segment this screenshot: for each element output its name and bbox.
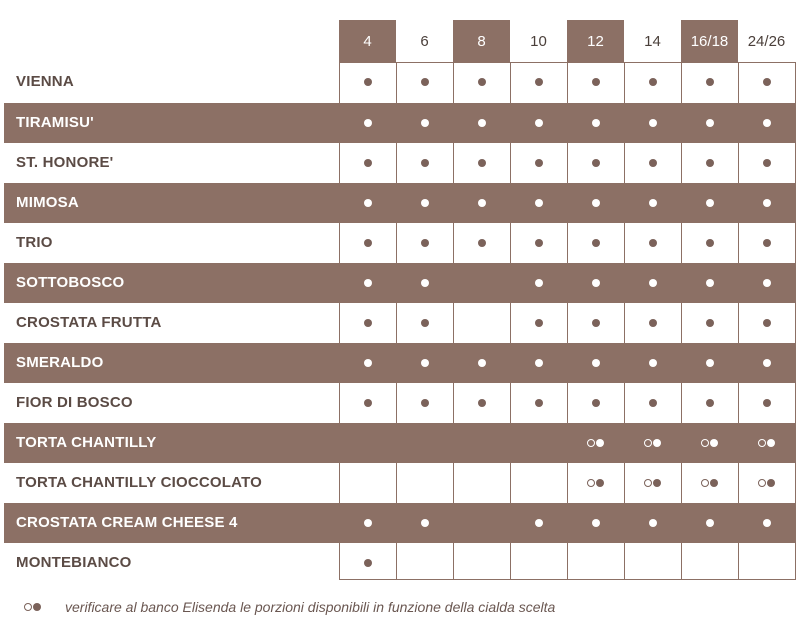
availability-cell	[510, 263, 567, 303]
available-dot-icon	[421, 119, 429, 127]
available-dot-icon	[421, 239, 429, 247]
availability-cell	[339, 503, 396, 543]
availability-cell	[567, 343, 624, 383]
available-dot-icon	[364, 359, 372, 367]
size-header-5: 14	[644, 32, 661, 50]
available-dot-icon	[763, 239, 771, 247]
grid-line	[795, 62, 796, 580]
available-dot-icon	[763, 319, 771, 327]
available-dot-icon	[535, 159, 543, 167]
available-dot-icon	[478, 399, 486, 407]
availability-cell	[624, 543, 681, 583]
availability-cell	[339, 62, 396, 102]
availability-cell	[738, 143, 795, 183]
availability-cell	[738, 343, 795, 383]
available-dot-icon	[592, 239, 600, 247]
product-row	[4, 143, 796, 183]
availability-cell	[567, 463, 624, 503]
available-dot-icon	[364, 199, 372, 207]
availability-cell	[510, 183, 567, 223]
grid-line	[453, 62, 454, 580]
filled-dot-icon	[653, 479, 661, 487]
available-dot-icon	[364, 519, 372, 527]
availability-cell	[738, 223, 795, 263]
outline-dot-icon	[758, 439, 766, 447]
available-dot-icon	[649, 119, 657, 127]
outline-dot-icon	[701, 439, 709, 447]
available-dot-icon	[592, 359, 600, 367]
available-dot-icon	[763, 399, 771, 407]
grid-line	[738, 62, 739, 580]
availability-cell	[339, 183, 396, 223]
availability-cell	[339, 303, 396, 343]
availability-cell	[681, 183, 738, 223]
outline-dot-icon	[587, 479, 595, 487]
availability-cell	[396, 383, 453, 423]
available-dot-icon	[706, 159, 714, 167]
product-row	[4, 423, 796, 463]
available-dot-icon	[364, 319, 372, 327]
availability-cell	[339, 143, 396, 183]
availability-cell	[624, 183, 681, 223]
product-name: FIOR DI BOSCO	[16, 394, 133, 411]
filled-dot-icon	[767, 439, 775, 447]
available-dot-icon	[535, 78, 543, 86]
legend-symbol	[24, 603, 41, 611]
availability-cell	[738, 383, 795, 423]
available-dot-icon	[478, 359, 486, 367]
availability-cell	[396, 503, 453, 543]
availability-cell	[453, 423, 510, 463]
available-dot-icon	[364, 279, 372, 287]
availability-cell	[567, 423, 624, 463]
available-dot-icon	[421, 359, 429, 367]
size-header-7: 24/26	[747, 32, 786, 50]
availability-cell	[738, 303, 795, 343]
available-dot-icon	[649, 279, 657, 287]
available-dot-icon	[535, 399, 543, 407]
available-dot-icon	[592, 519, 600, 527]
available-dot-icon	[478, 78, 486, 86]
size-header-1: 6	[420, 32, 429, 50]
product-name: SMERALDO	[16, 354, 104, 371]
availability-cell	[624, 463, 681, 503]
available-dot-icon	[364, 159, 372, 167]
availability-cell	[624, 303, 681, 343]
availability-cell	[567, 183, 624, 223]
product-name: MIMOSA	[16, 194, 79, 211]
availability-cell	[510, 423, 567, 463]
availability-cell	[624, 263, 681, 303]
available-dot-icon	[421, 199, 429, 207]
available-dot-icon	[649, 159, 657, 167]
available-dot-icon	[706, 399, 714, 407]
filled-dot-icon	[596, 479, 604, 487]
grid-line	[681, 62, 682, 580]
product-name: ST. HONORE'	[16, 154, 114, 171]
filled-dot-icon	[596, 439, 604, 447]
availability-cell	[396, 143, 453, 183]
available-dot-icon	[649, 199, 657, 207]
availability-cell	[396, 223, 453, 263]
product-name: TRIO	[16, 234, 53, 251]
availability-cell	[510, 143, 567, 183]
availability-cell	[510, 343, 567, 383]
available-dot-icon	[478, 199, 486, 207]
available-dot-icon	[706, 119, 714, 127]
availability-cell	[681, 103, 738, 143]
available-dot-icon	[706, 78, 714, 86]
size-header-4: 12	[567, 20, 624, 62]
size-header-2: 8	[453, 20, 510, 62]
available-dot-icon	[592, 119, 600, 127]
product-row	[4, 62, 796, 102]
filled-dot-icon	[767, 479, 775, 487]
availability-cell	[738, 543, 795, 583]
product-name: MONTEBIANCO	[16, 554, 132, 571]
available-dot-icon	[706, 279, 714, 287]
availability-cell	[681, 423, 738, 463]
outline-dot-icon	[644, 479, 652, 487]
availability-cell	[453, 383, 510, 423]
availability-cell	[453, 463, 510, 503]
availability-cell	[738, 263, 795, 303]
filled-dot-icon	[710, 439, 718, 447]
availability-cell	[396, 543, 453, 583]
availability-cell	[453, 303, 510, 343]
size-header-0: 4	[339, 20, 396, 62]
availability-cell	[339, 103, 396, 143]
product-row	[4, 223, 796, 263]
availability-cell	[339, 543, 396, 583]
availability-cell	[453, 543, 510, 583]
availability-cell	[624, 143, 681, 183]
availability-cell	[396, 103, 453, 143]
availability-cell	[567, 62, 624, 102]
available-dot-icon	[763, 159, 771, 167]
available-dot-icon	[763, 78, 771, 86]
product-row	[4, 263, 796, 303]
available-dot-icon	[364, 119, 372, 127]
availability-cell	[567, 543, 624, 583]
available-dot-icon	[478, 159, 486, 167]
availability-cell	[567, 263, 624, 303]
availability-cell	[738, 503, 795, 543]
availability-cell	[453, 183, 510, 223]
available-dot-icon	[649, 239, 657, 247]
available-dot-icon	[364, 399, 372, 407]
available-dot-icon	[421, 319, 429, 327]
availability-cell	[339, 423, 396, 463]
size-header-3: 10	[530, 32, 547, 50]
availability-cell	[510, 103, 567, 143]
outline-dot-icon	[24, 603, 32, 611]
availability-cell	[510, 503, 567, 543]
product-row	[4, 303, 796, 343]
availability-cell	[453, 62, 510, 102]
outline-dot-icon	[644, 439, 652, 447]
product-name: TORTA CHANTILLY	[16, 434, 157, 451]
product-row	[4, 183, 796, 223]
legend	[24, 596, 555, 618]
availability-cell	[453, 103, 510, 143]
available-dot-icon	[592, 319, 600, 327]
available-dot-icon	[592, 399, 600, 407]
availability-cell	[567, 143, 624, 183]
available-dot-icon	[649, 399, 657, 407]
available-dot-icon	[763, 519, 771, 527]
outline-dot-icon	[587, 439, 595, 447]
product-row	[4, 103, 796, 143]
availability-cell	[396, 303, 453, 343]
filled-dot-icon	[710, 479, 718, 487]
available-dot-icon	[478, 119, 486, 127]
available-dot-icon	[706, 239, 714, 247]
available-dot-icon	[592, 199, 600, 207]
availability-cell	[567, 303, 624, 343]
availability-cell	[510, 383, 567, 423]
available-dot-icon	[535, 359, 543, 367]
product-name: TIRAMISU'	[16, 114, 94, 131]
availability-cell	[738, 62, 795, 102]
available-dot-icon	[706, 319, 714, 327]
availability-cell	[681, 463, 738, 503]
product-row	[4, 343, 796, 383]
available-dot-icon	[763, 279, 771, 287]
available-dot-icon	[706, 359, 714, 367]
product-name: CROSTATA FRUTTA	[16, 314, 162, 331]
availability-cell	[681, 303, 738, 343]
availability-cell	[624, 423, 681, 463]
available-dot-icon	[592, 159, 600, 167]
availability-cell	[624, 503, 681, 543]
product-row	[4, 383, 796, 423]
available-dot-icon	[763, 119, 771, 127]
available-dot-icon	[535, 119, 543, 127]
availability-cell	[567, 383, 624, 423]
grid-line	[396, 62, 397, 580]
available-dot-icon	[364, 239, 372, 247]
available-dot-icon	[763, 199, 771, 207]
available-dot-icon	[535, 319, 543, 327]
outline-dot-icon	[758, 479, 766, 487]
availability-cell	[681, 143, 738, 183]
available-dot-icon	[535, 239, 543, 247]
filled-dot-icon	[653, 439, 661, 447]
grid-line	[510, 62, 511, 580]
available-dot-icon	[649, 519, 657, 527]
availability-cell	[339, 463, 396, 503]
availability-cell	[339, 263, 396, 303]
available-dot-icon	[421, 279, 429, 287]
outline-dot-icon	[701, 479, 709, 487]
available-dot-icon	[706, 519, 714, 527]
grid-line	[567, 62, 568, 580]
availability-cell	[624, 62, 681, 102]
filled-dot-icon	[33, 603, 41, 611]
availability-cell	[681, 343, 738, 383]
product-row	[4, 503, 796, 543]
legend-text: verificare al banco Elisenda le porzioni disponibili in funzione della cialda scelta	[65, 599, 556, 615]
availability-cell	[624, 383, 681, 423]
available-dot-icon	[364, 78, 372, 86]
available-dot-icon	[649, 78, 657, 86]
availability-cell	[453, 343, 510, 383]
availability-cell	[681, 503, 738, 543]
available-dot-icon	[421, 399, 429, 407]
product-row	[4, 463, 796, 503]
availability-cell	[681, 543, 738, 583]
availability-cell	[738, 183, 795, 223]
grid-line	[624, 62, 625, 580]
availability-cell	[624, 223, 681, 263]
availability-cell	[510, 463, 567, 503]
available-dot-icon	[535, 279, 543, 287]
availability-cell	[396, 343, 453, 383]
grid-line	[339, 62, 340, 580]
available-dot-icon	[535, 199, 543, 207]
availability-cell	[681, 62, 738, 102]
availability-cell	[396, 62, 453, 102]
availability-cell	[567, 223, 624, 263]
available-dot-icon	[706, 199, 714, 207]
availability-cell	[567, 103, 624, 143]
availability-cell	[738, 423, 795, 463]
availability-cell	[510, 62, 567, 102]
availability-cell	[396, 263, 453, 303]
availability-cell	[738, 463, 795, 503]
availability-cell	[681, 383, 738, 423]
available-dot-icon	[592, 78, 600, 86]
availability-cell	[510, 543, 567, 583]
available-dot-icon	[763, 359, 771, 367]
available-dot-icon	[478, 239, 486, 247]
availability-cell	[567, 503, 624, 543]
availability-cell	[738, 103, 795, 143]
availability-cell	[510, 223, 567, 263]
product-name: VIENNA	[16, 73, 74, 90]
product-name: TORTA CHANTILLY CIOCCOLATO	[16, 474, 263, 491]
availability-cell	[396, 183, 453, 223]
available-dot-icon	[364, 559, 372, 567]
product-name: SOTTOBOSCO	[16, 274, 125, 291]
availability-cell	[453, 263, 510, 303]
availability-cell	[624, 103, 681, 143]
availability-cell	[681, 263, 738, 303]
size-header-6: 16/18	[681, 20, 738, 62]
availability-cell	[339, 343, 396, 383]
availability-cell	[453, 223, 510, 263]
availability-cell	[510, 303, 567, 343]
availability-cell	[396, 423, 453, 463]
availability-cell	[339, 223, 396, 263]
available-dot-icon	[649, 319, 657, 327]
available-dot-icon	[421, 159, 429, 167]
availability-cell	[396, 463, 453, 503]
available-dot-icon	[592, 279, 600, 287]
availability-cell	[453, 503, 510, 543]
availability-cell	[681, 223, 738, 263]
product-row	[4, 543, 796, 583]
product-name: CROSTATA CREAM CHEESE 4	[16, 514, 238, 531]
available-dot-icon	[649, 359, 657, 367]
availability-cell	[453, 143, 510, 183]
availability-cell	[339, 383, 396, 423]
available-dot-icon	[421, 519, 429, 527]
available-dot-icon	[421, 78, 429, 86]
availability-cell	[624, 343, 681, 383]
available-dot-icon	[535, 519, 543, 527]
